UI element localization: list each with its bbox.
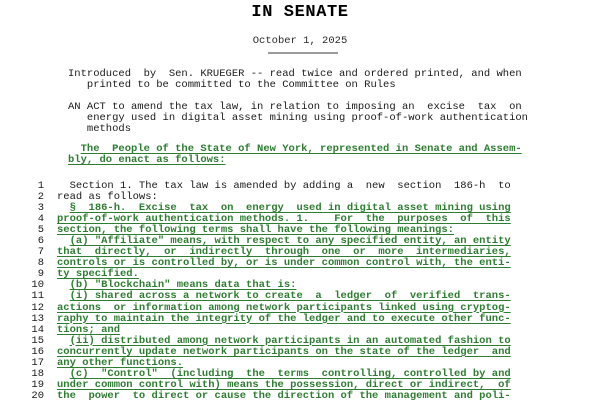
line-text: Section 1. The tax law is amended by adding a new section 186-h to bbox=[69, 180, 511, 192]
line-text: methods bbox=[86, 123, 132, 136]
bill-body bbox=[0, 181, 600, 400]
new-matter-text: actions or information among network participants linked using cryptog- bbox=[57, 301, 511, 314]
line-number: 12 bbox=[31, 301, 44, 314]
chamber-title: IN SENATE bbox=[251, 3, 349, 22]
new-matter-text: proof-of-work authentication methods. 1. For the purposes of this bbox=[57, 213, 511, 226]
new-matter-text: (ii) distributed among network participants in an automated fashion to bbox=[69, 334, 511, 347]
line-number: 16 bbox=[31, 345, 44, 358]
preamble-line bbox=[68, 124, 528, 135]
line-number: 9 bbox=[37, 268, 44, 281]
line-text: energy used in digital asset mining using proof-of-work authentication bbox=[86, 112, 528, 125]
new-matter-text: The People of the State of New York, represented in Senate and Assem- bbox=[80, 143, 522, 156]
line-number: 20 bbox=[31, 389, 44, 400]
date-divider bbox=[268, 52, 338, 54]
line-number: 3 bbox=[37, 202, 44, 215]
new-matter-text: ty specified. bbox=[57, 268, 139, 281]
new-matter-text: the power to direct or cause the direction of the management and poli- bbox=[57, 389, 511, 400]
line-number: 10 bbox=[31, 279, 44, 292]
line-number: 2 bbox=[37, 191, 44, 204]
line-text: printed to be committed to the Committee on Rules bbox=[86, 79, 396, 92]
preamble-line bbox=[68, 80, 528, 91]
new-matter-text: under common control with) means the possession, direct or indirect, of bbox=[57, 378, 511, 391]
new-matter-text: § 186-h. Excise tax on energy used in digital asset mining using bbox=[69, 202, 511, 215]
line-indent bbox=[68, 79, 87, 91]
line-number: 17 bbox=[31, 356, 44, 369]
line-number: 7 bbox=[37, 246, 44, 259]
line-number: 18 bbox=[31, 367, 44, 380]
new-matter-text: that directly, or indirectly through one or more intermediaries, bbox=[57, 246, 511, 259]
act-clause bbox=[68, 102, 528, 135]
preamble-line bbox=[68, 155, 528, 166]
new-matter-text: (c) "Control" (including the terms controlling, controlled by and bbox=[69, 367, 511, 380]
line-text: AN ACT to amend the tax law, in relation to imposing an excise tax on bbox=[68, 101, 522, 114]
line-number: 5 bbox=[37, 224, 44, 237]
line-number: 11 bbox=[31, 290, 44, 303]
new-matter-text: any other functions. bbox=[57, 356, 184, 369]
new-matter-text: raphy to maintain the integrity of the ledger and to execute other func- bbox=[57, 312, 511, 325]
line-text: read as follows: bbox=[57, 191, 158, 204]
new-matter-text: controls or is controlled by, or is under common control with, the enti- bbox=[57, 257, 511, 270]
line-number: 4 bbox=[37, 213, 44, 226]
line-number: 19 bbox=[31, 378, 44, 391]
line-number: 13 bbox=[31, 312, 44, 325]
new-matter-text: (b) "Blockchain" means data that is: bbox=[69, 279, 297, 292]
new-matter-text: tions; and bbox=[57, 323, 121, 336]
line-content bbox=[57, 314, 511, 325]
introduction-date: October 1, 2025 bbox=[252, 35, 348, 47]
line-indent bbox=[68, 123, 87, 135]
bill-line bbox=[0, 391, 600, 400]
new-matter-text: (i) shared across a network to create a ledger of verified trans- bbox=[69, 290, 511, 303]
preamble-line bbox=[68, 113, 528, 124]
line-number: 8 bbox=[37, 257, 44, 270]
line-number: 6 bbox=[37, 235, 44, 248]
line-number: 14 bbox=[31, 323, 44, 336]
line-text: Introduced by Sen. KRUEGER -- read twice and ordered printed, and when bbox=[68, 68, 522, 80]
preamble bbox=[68, 69, 528, 166]
new-matter-text: (a) "Affiliate" means, with respect to any specified entity, an entity bbox=[69, 235, 511, 248]
new-matter-text: section, the following terms shall have the following meanings: bbox=[57, 224, 454, 237]
new-matter-text: concurrently update network participants on the state of the ledger and bbox=[57, 345, 511, 358]
new-matter-text: bly, do enact as follows: bbox=[68, 154, 226, 167]
line-number: 1 bbox=[37, 180, 44, 192]
introduced-clause bbox=[68, 69, 528, 91]
line-content bbox=[57, 391, 511, 400]
line-number: 15 bbox=[31, 334, 44, 347]
enacting-clause bbox=[68, 144, 528, 166]
